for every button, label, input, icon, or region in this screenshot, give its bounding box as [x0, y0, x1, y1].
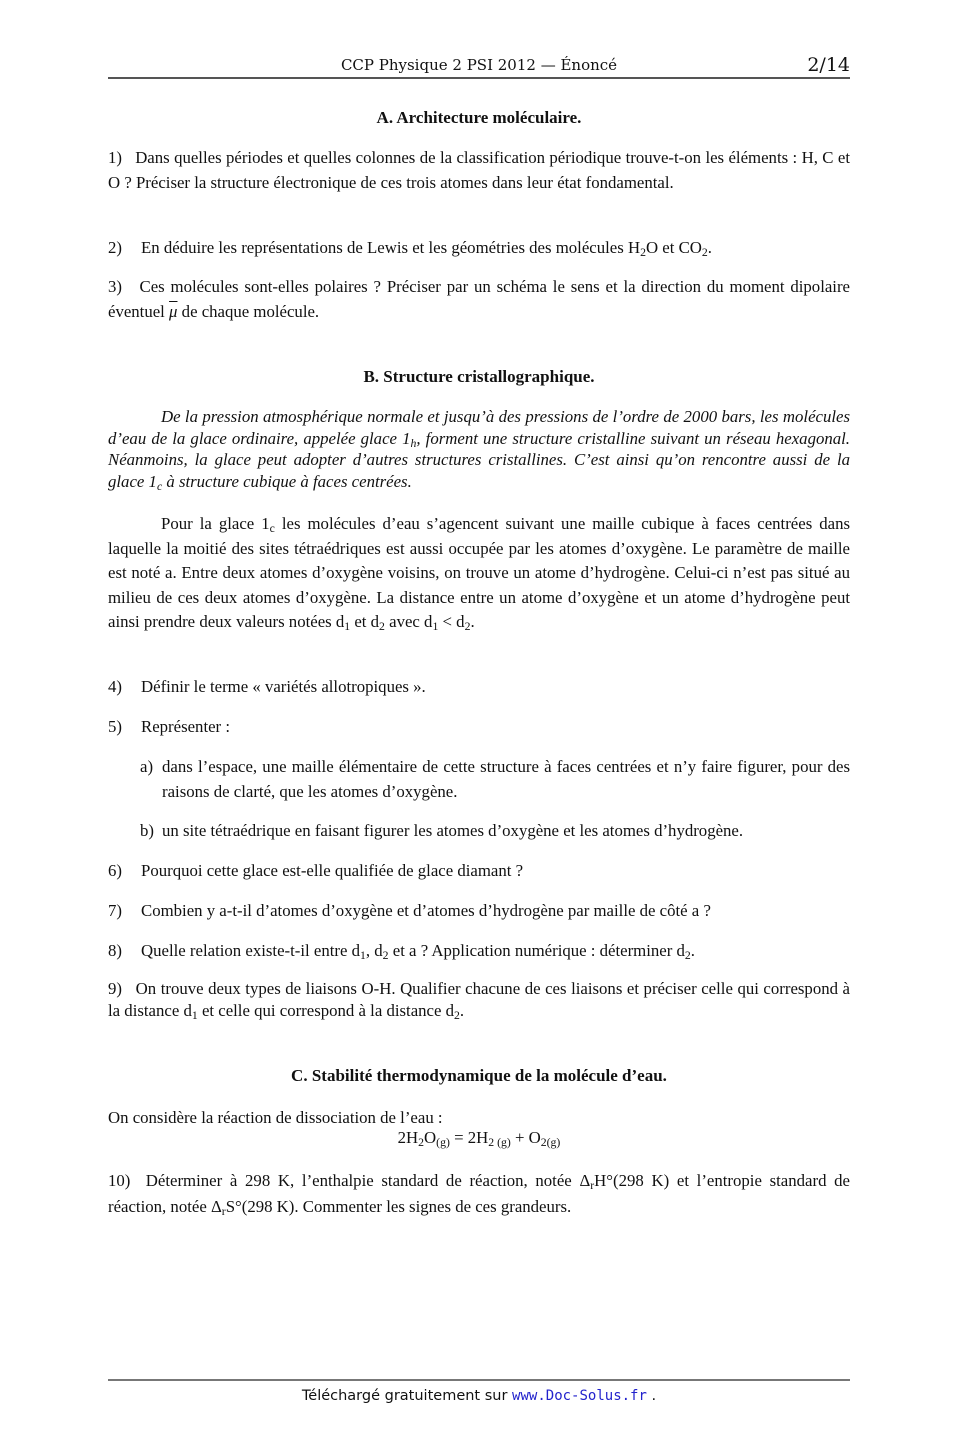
- question-text: Quelle relation existe-t-il entre $d_1$, $d_2$ et a ? Application numérique : déterminer $d_2$.: [141, 941, 695, 962]
- question-text: Pourquoi cette glace est-elle qualifiée de glace diamant ?: [141, 861, 524, 880]
- dipole-moment-symbol: $\overline{\mu}$: [169, 301, 178, 321]
- section-b-title: B. Structure cristallographique.: [363, 367, 595, 386]
- question-number: 7): [108, 901, 122, 920]
- question-number: 2): [108, 238, 122, 257]
- section-b-intro: De la pression atmosphérique normale et jusqu’à des pressions de l’ordre de 2000 bars, les molécules d’eau de la glace ordinaire, appelée glace $1_h$, forment une structure cristalline suivant un réseau hexagonal. Néanmoins, la glace peut adopter d’autres structures cristallines. C’est ainsi qu’on rencontre aussi de la glace $1_c$ à structure cubique à faces centrées.: [108, 407, 850, 493]
- page-header: [108, 54, 850, 78]
- subquestion-text: dans l’espace, une maille élémentaire de cette structure à faces centrées et n’y faire figurer, pour des raisons de clarté, que les atomes d’oxygène.: [162, 757, 850, 801]
- question-number: 10): [108, 1171, 131, 1190]
- question-6: [108, 859, 850, 884]
- page-number: 2/14: [807, 54, 850, 76]
- subquestion-label: b): [140, 821, 154, 840]
- question-5: [108, 715, 850, 740]
- question-9: 9) On trouve deux types de liaisons O-H. Qualifier chacune de ces liaisons et préciser celle qui correspond à la distance $d_1$ et celle qui correspond à la distance $d_2$.: [108, 979, 850, 1022]
- section-c-intro: On considère la réaction de dissociation de l’eau :: [108, 1108, 443, 1127]
- question-text: En déduire les représentations de Lewis et les géométries des molécules $H_2O$ et $CO_2$.: [141, 238, 712, 259]
- page-footer: Téléchargé gratuitement sur www.Doc-Solus.fr .: [301, 1388, 657, 1404]
- section-c-title: C. Stabilité thermodynamique de la molécule d’eau.: [291, 1066, 667, 1085]
- question-2: [108, 236, 850, 261]
- doc-solus-link[interactable]: www.Doc-Solus.fr: [512, 1388, 647, 1404]
- question-4: [108, 675, 850, 700]
- question-5a: [140, 755, 850, 804]
- question-number: 1): [108, 148, 122, 167]
- question-number: 8): [108, 941, 122, 960]
- question-number: 4): [108, 677, 122, 696]
- question-1: [108, 146, 850, 195]
- section-a-title: A. Architecture moléculaire.: [376, 108, 582, 127]
- question-number: 3): [108, 277, 122, 296]
- question-10: 10) Déterminer à 298 K, l’enthalpie standard de réaction, notée $\Delta_rH^\circ(298$ K) et l’entropie standard de réaction, notée $\Delta_rS^\circ(298$ K). Commenter les signes de ces grandeurs.: [108, 1171, 851, 1218]
- question-number: 6): [108, 861, 122, 880]
- section-b-paragraph: Pour la glace $1_c$ les molécules d’eau s’agencent suivant une maille cubique à faces centrées dans laquelle la moitié des sites tétraédriques est aussi occupée par les atomes d’oxygène. Le paramètre de maille est noté a. Entre deux atomes d’oxygène voisins, on trouve un atome d’hydrogène. Celui-ci n’est pas situé au milieu de ces deux atomes d’oxygène. La distance entre un atome d’oxygène et un atome d’hydrogène peut ainsi prendre deux valeurs notées $d_1$ et $d_2$ avec $d_1 < d_2$.: [108, 514, 850, 633]
- question-text: Définir le terme « variétés allotropiques ».: [141, 677, 426, 696]
- header-title: CCP Physique 2 PSI 2012 — Énoncé: [340, 56, 618, 74]
- subquestion-label: a): [140, 757, 154, 776]
- question-number: 9): [108, 979, 122, 998]
- question-3: 3) Ces molécules sont-elles polaires ? Préciser par un schéma le sens et la direction du moment dipolaire éventuel $\overline{\mu}$ de chaque molécule.: [108, 277, 851, 321]
- dissociation-equation: $2H_2O_{(g)} = 2H_{2 (g)} + O_{2(g)}$: [397, 1128, 561, 1149]
- question-8: [108, 939, 850, 964]
- question-number: 5): [108, 717, 122, 736]
- header-rule: [108, 77, 850, 79]
- question-text: Combien y a-t-il d’atomes d’oxygène et d’atomes d’hydrogène par maille de côté a ?: [141, 901, 711, 920]
- footer-rule: [108, 1379, 850, 1381]
- subquestion-text: un site tétraédrique en faisant figurer les atomes d’oxygène et les atomes d’hydrogène.: [162, 821, 744, 840]
- question-7: [108, 899, 850, 924]
- footer-text: Téléchargé gratuitement sur: [301, 1388, 513, 1404]
- question-text: Dans quelles périodes et quelles colonnes de la classification périodique trouve-t-on les éléments : H, C et O ? Préciser la structure électronique de ces trois atomes dans leur état fondamental.: [108, 148, 850, 192]
- question-text: Représenter :: [141, 717, 230, 736]
- question-5b: [140, 819, 850, 844]
